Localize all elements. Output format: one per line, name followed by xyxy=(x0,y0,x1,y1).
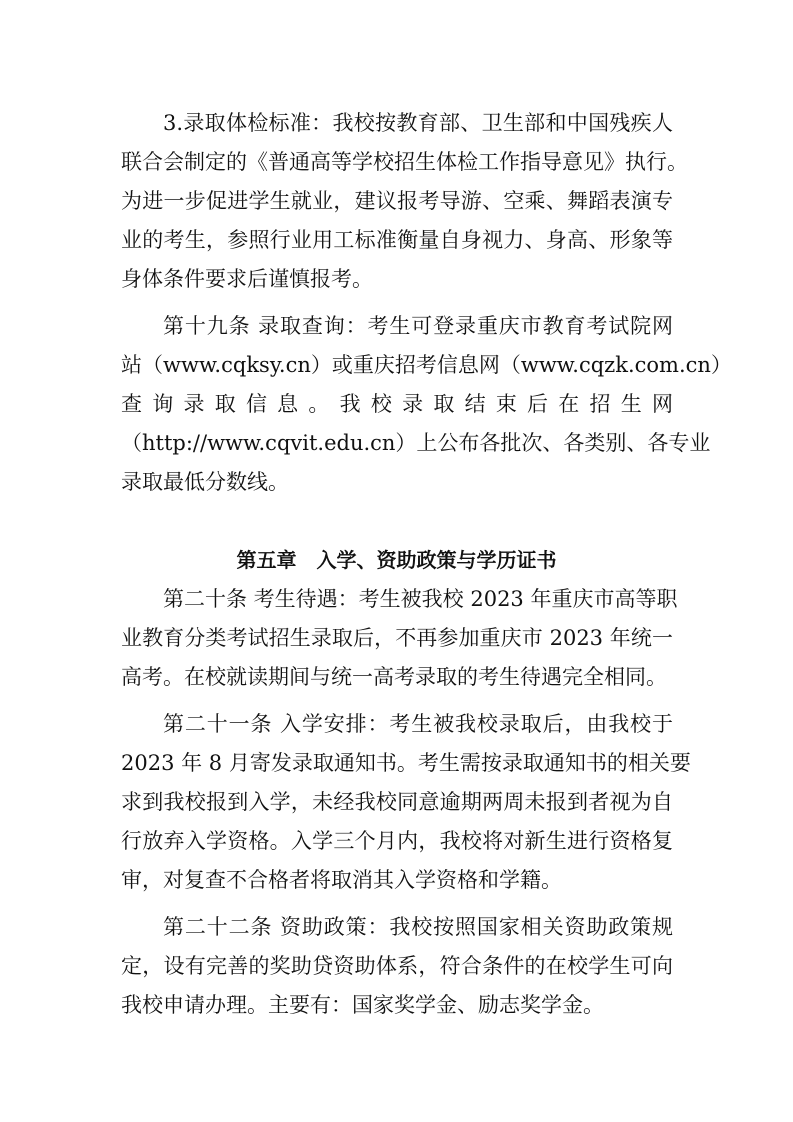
paragraph-line: 业的考生，参照行业用工标准衡量自身视力、身高、形象等 xyxy=(121,228,673,252)
paragraph-line: 我校申请办理。主要有：国家奖学金、励志奖学金。 xyxy=(121,993,604,1017)
paragraph-line: 为进一步促进学生就业，建议报考导游、空乘、舞蹈表演专 xyxy=(121,189,673,213)
paragraph-line: 查 询 录 取 信 息 。 我 校 录 取 结 束 后 在 招 生 网 xyxy=(121,392,673,416)
paragraph-line: （http://www.cqvit.edu.cn）上公布各批次、各类别、各专业 xyxy=(121,431,711,455)
paragraph-line: 求到我校报到入学，未经我校同意逾期两周未报到者视为自 xyxy=(121,790,673,814)
paragraph-line: 定，设有完善的奖助贷资助体系，符合条件的在校学生可向 xyxy=(121,954,673,978)
paragraph-line: 第二十一条 入学安排：考生被我校录取后，由我校于 xyxy=(163,712,673,736)
chapter-heading: 第五章 入学、资助政策与学历证书 xyxy=(236,548,557,572)
paragraph-line: 联合会制定的《普通高等学校招生体检工作指导意见》执行。 xyxy=(121,150,688,174)
paragraph-line: 审，对复查不合格者将取消其入学资格和学籍。 xyxy=(121,868,562,892)
paragraph-line: 高考。在校就读期间与统一高考录取的考生待遇完全相同。 xyxy=(121,665,667,689)
paragraph-line: 业教育分类考试招生录取后，不再参加重庆市 2023 年统一 xyxy=(121,626,673,650)
paragraph-line: 3.录取体检标准：我校按教育部、卫生部和中国残疾人 xyxy=(163,111,673,135)
paragraph-line: 身体条件要求后谨慎报考。 xyxy=(121,267,373,291)
paragraph-line: 行放弃入学资格。入学三个月内，我校将对新生进行资格复 xyxy=(121,829,673,853)
paragraph-line: 录取最低分数线。 xyxy=(121,470,289,494)
paragraph-line: 第二十二条 资助政策：我校按照国家相关资助政策规 xyxy=(163,915,673,939)
paragraph-line: 2023 年 8 月寄发录取通知书。考生需按录取通知书的相关要 xyxy=(121,751,691,775)
paragraph-line: 站（www.cqksy.cn）或重庆招考信息网（www.cqzk.com.cn） xyxy=(121,353,732,377)
paragraph-line: 第十九条 录取查询：考生可登录重庆市教育考试院网 xyxy=(163,314,673,338)
paragraph-line: 第二十条 考生待遇：考生被我校 2023 年重庆市高等职 xyxy=(163,587,678,611)
